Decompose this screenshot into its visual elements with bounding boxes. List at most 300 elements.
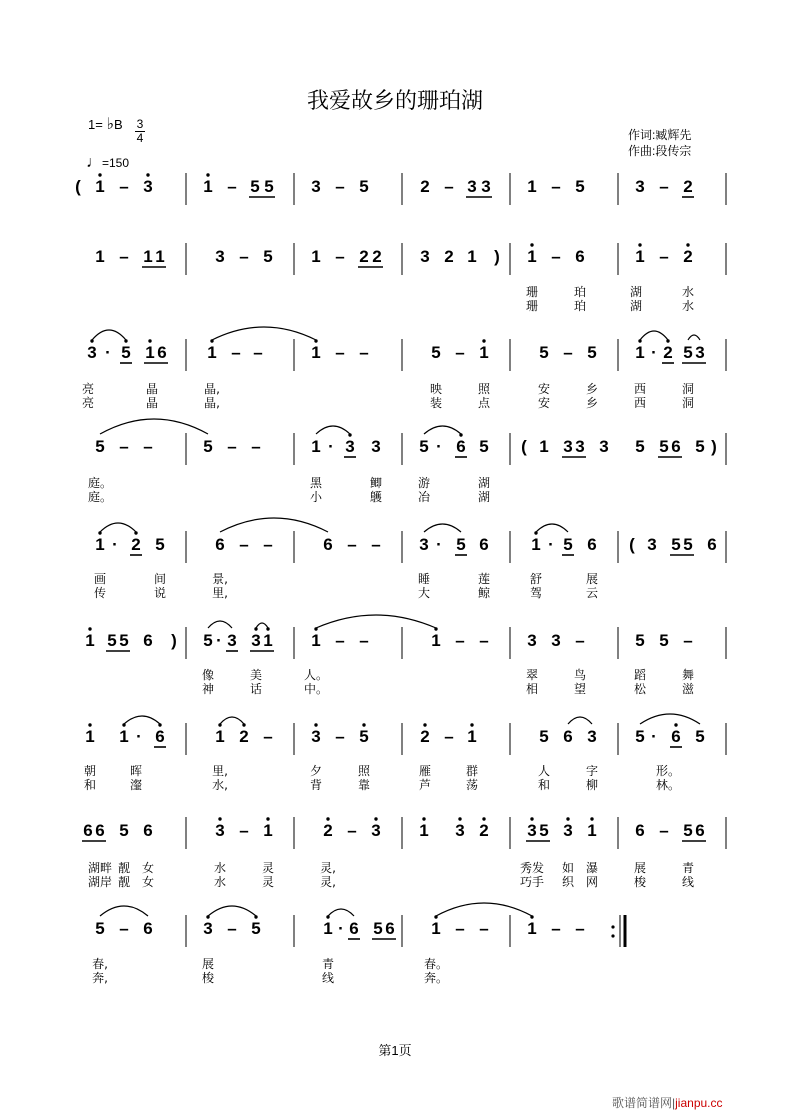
watermark-cn: 歌谱简谱网 [612,1096,673,1110]
octave-dot [266,817,269,820]
lyric: 睡 [417,572,431,586]
lyric: 形。 [655,764,681,778]
lyric: 靓 [117,875,131,889]
note: 5 [264,177,274,196]
note: 3 [143,177,153,196]
lyric: 梭 [201,971,215,985]
lyric: 洞 [681,382,695,396]
note: – [575,919,585,938]
lyric: 鸟 [573,668,587,682]
lyric: 女 [141,875,155,889]
note: 1 [263,631,273,650]
note: 1 [119,727,129,746]
note: – [335,177,345,196]
note: – [479,919,489,938]
lyric: 中。 [303,682,329,696]
note: 6 [143,821,153,840]
note: – [659,821,669,840]
lyric: 背 [309,778,323,792]
note: · [216,631,222,650]
note: 5 [587,343,597,362]
lyric: 装 [429,396,443,410]
note: 3 [527,631,537,650]
lyric: 晖 [129,764,143,778]
slur [208,621,232,628]
lyric: 晶, [204,396,220,410]
lyric: 瀣 [129,778,143,792]
lyric: 春, [92,957,108,971]
lyric: 西 [633,382,647,396]
lyric: 秀发 [519,861,545,875]
note: 1 [95,247,105,266]
lyric: 和 [537,778,551,792]
repeat-dot [611,925,614,928]
note: – [119,177,129,196]
note: 1 [479,343,489,362]
lyric: 湖 [629,299,643,313]
octave-dot [88,627,91,630]
lyric: 里, [212,764,228,778]
note: 5 [635,727,645,746]
note: 2 [683,247,693,266]
note: · [112,535,118,554]
note: 6 [563,727,573,746]
note: · [136,727,142,746]
lyric: 美 [249,668,263,682]
note: 6 [695,821,705,840]
lyric: 蹈 [633,668,647,682]
note: – [263,535,273,554]
note: 5 [373,919,383,938]
page-number: 第1页 [378,1043,412,1058]
note: · [548,535,554,554]
lyric: 珊 [525,285,539,299]
lyric: 话 [249,682,263,696]
note: 5 [431,343,441,362]
slur [220,717,244,724]
lyric: 舒 [529,572,543,586]
note: 1 [215,727,225,746]
note: 5 [683,821,693,840]
slur [256,623,268,628]
lyric: 水 [681,285,695,299]
octave-dot [326,817,329,820]
note: 3 [227,631,237,650]
watermark [612,1094,723,1111]
lyric: 冶 [417,490,431,504]
lyricist: 作词:臧辉先 [628,128,692,142]
note: 1 [145,343,155,362]
note: 5 [695,727,705,746]
note: 3 [635,177,645,196]
note: 3 [419,535,429,554]
slur [316,615,436,628]
octave-dot [482,817,485,820]
lyric: 青 [681,861,695,875]
lyric: 相 [525,682,539,696]
octave-dot [482,339,485,342]
lyric: 安 [537,396,551,410]
lyric: 小 [309,490,323,504]
note: 5 [695,437,705,456]
note: – [239,247,249,266]
note: 5 [479,437,489,456]
lyric: 如 [561,861,575,875]
lyric: 莲 [477,572,491,586]
lyric: 水, [212,778,228,792]
note: · [651,343,657,362]
note: – [359,631,369,650]
note: 5 [250,177,260,196]
note: 2 [239,727,249,746]
note: 1 [155,247,165,266]
lyric: 展 [585,572,599,586]
octave-dot [674,723,677,726]
note: – [227,919,237,938]
note: 6 [143,919,153,938]
note: – [444,727,454,746]
note: · [436,437,442,456]
slur [536,524,568,532]
lyric: 湖 [629,285,643,299]
lyric: 鲫 [369,476,383,490]
lyric: 人 [537,764,551,778]
note: 5 [95,919,105,938]
watermark-sep: | [672,1096,676,1110]
time-bottom: 4 [136,131,144,145]
note: 5 [359,177,369,196]
lyric: 瀑 [585,861,599,875]
slur [328,909,354,916]
note: · [105,343,111,362]
note: 3 [587,727,597,746]
slur [124,716,160,724]
note: · [651,727,657,746]
lyric: 晶 [145,382,159,396]
note: – [335,247,345,266]
note: 3 [420,247,430,266]
lyric: 灵, [320,861,336,875]
note: · [436,535,442,554]
lyric: 画 [93,572,107,586]
lyric: 展 [201,957,215,971]
note: 1 [311,631,321,650]
lyric: 庭。 [87,490,113,504]
lyric: 湖畔 [87,861,113,875]
note: – [227,177,237,196]
note: ) [711,437,717,456]
octave-dot [423,723,426,726]
note: 3 [311,727,321,746]
note: 6 [143,631,153,650]
note: – [335,631,345,650]
note: 5 [203,631,213,650]
note: 1 [527,247,537,266]
key-prefix: 1= [88,117,103,132]
lyric: 荡 [465,778,479,792]
octave-dot [206,173,209,176]
lyric: 滋 [681,682,695,696]
note: 1 [531,535,541,554]
note: ) [171,631,177,650]
octave-dot [686,243,689,246]
lyric: 靠 [357,778,371,792]
octave-dot [590,817,593,820]
time-top: 3 [136,117,144,131]
lyric: 黑 [309,476,323,490]
note: – [455,343,465,362]
slur [316,426,350,434]
note: – [575,631,585,650]
note: 1 [207,343,217,362]
note: 6 [707,535,717,554]
note: – [143,437,153,456]
note: 6 [323,535,333,554]
note: 3 [87,343,97,362]
note: – [659,177,669,196]
note: 3 [371,821,381,840]
octave-dot [146,173,149,176]
note: 5 [95,437,105,456]
slur [436,903,532,916]
note: 1 [311,343,321,362]
lyric: 灵 [261,875,275,889]
lyric: 景, [212,572,228,586]
note: 6 [671,727,681,746]
lyric: 春。 [423,957,449,971]
lyric: 大 [417,586,431,600]
note: – [551,177,561,196]
note: ) [494,247,500,266]
slur [100,419,208,434]
note: 6 [157,343,167,362]
note: – [335,727,345,746]
note: 3 [551,631,561,650]
flat-icon: ♭ [106,116,114,133]
note: 3 [455,821,465,840]
note: 1 [311,437,321,456]
lyric: 雁 [418,764,432,778]
note: – [253,343,263,362]
lyric: 驾 [529,586,543,600]
octave-dot [362,723,365,726]
note: 3 [563,821,573,840]
lyric: 鸌 [369,490,383,504]
note: 6 [671,437,681,456]
note: 1 [431,919,441,938]
note: 1 [419,821,429,840]
note: 5 [251,919,261,938]
note: 3 [467,177,477,196]
composer: 作曲:段传宗 [628,144,692,158]
slur [100,906,148,916]
note: 5 [539,727,549,746]
lyric: 和 [83,778,97,792]
lyric: 水 [681,299,695,313]
octave-dot [470,723,473,726]
note: 3 [345,437,355,456]
note: – [455,919,465,938]
note: 3 [215,821,225,840]
note: 3 [203,919,213,938]
key-note: B [114,117,123,132]
note: 5 [456,535,466,554]
lyric: 水 [213,875,227,889]
note: – [347,535,357,554]
note: 1 [467,247,477,266]
quarter-note-icon: ♩ [86,154,102,171]
lyric: 灵, [320,875,336,889]
note: 3 [647,535,657,554]
note: ( [629,535,635,554]
lyric: 湖 [477,490,491,504]
slur [92,330,126,340]
lyric: 乡 [585,382,599,396]
note: 6 [83,821,93,840]
repeat-dot [611,934,614,937]
lyric: 女 [141,861,155,875]
note: – [551,247,561,266]
lyric: 水 [213,861,227,875]
lyric: 林。 [655,778,681,792]
note: 1 [587,821,597,840]
note: – [251,437,261,456]
note: 5 [671,535,681,554]
note: 2 [420,177,430,196]
note: – [231,343,241,362]
lyric: 靓 [117,861,131,875]
octave-dot [98,173,101,176]
note: – [239,535,249,554]
lyric: 庭。 [87,476,113,490]
note: 5 [155,535,165,554]
note: 6 [575,247,585,266]
note: 2 [479,821,489,840]
lyric: 西 [633,396,647,410]
lyric: 里, [212,586,228,600]
slur [220,518,328,532]
note: 5 [539,821,549,840]
note: · [338,919,344,938]
note: 1 [527,919,537,938]
slur [424,524,461,532]
note: – [335,343,345,362]
note: – [444,177,454,196]
note: · [328,437,334,456]
octave-dot [638,243,641,246]
note: 5 [359,727,369,746]
lyric: 翠 [525,668,539,682]
slur [640,714,700,724]
note: 6 [587,535,597,554]
note: 5 [539,343,549,362]
note: 2 [444,247,454,266]
lyric: 珀 [573,299,587,313]
lyric: 珊 [525,299,539,313]
note: 3 [599,437,609,456]
lyric: 传 [93,586,107,600]
octave-dot [374,817,377,820]
note: 5 [635,437,645,456]
note: 3 [527,821,537,840]
lyric: 云 [585,586,599,600]
note: 1 [467,727,477,746]
octave-dot [314,723,317,726]
note: 1 [635,343,645,362]
tempo-value: =150 [102,156,130,170]
octave-dot [88,723,91,726]
octave-dot [530,817,533,820]
note: 5 [419,437,429,456]
note: 3 [695,343,705,362]
note: 5 [107,631,117,650]
note: – [359,343,369,362]
octave-dot [566,817,569,820]
lyric: 洞 [681,396,695,410]
note: – [239,821,249,840]
slur [568,717,592,724]
lyric: 展 [633,861,647,875]
slur [424,426,461,434]
note: 2 [663,343,673,362]
note: 5 [659,437,669,456]
lyric: 照 [477,382,491,396]
note: 2 [372,247,382,266]
note: 1 [527,177,537,196]
lyric: 游 [417,476,431,490]
lyric: 像 [201,668,215,682]
note: 3 [371,437,381,456]
lyric: 群 [465,764,479,778]
note: 1 [95,177,105,196]
note: 5 [121,343,131,362]
lyric: 舞 [681,668,695,682]
note: 3 [481,177,491,196]
note: 2 [131,535,141,554]
note: 1 [95,535,105,554]
lyric: 说 [153,586,167,600]
note: 5 [575,177,585,196]
lyric: 夕 [309,764,323,778]
note: 6 [635,821,645,840]
octave-dot [458,817,461,820]
octave-dot [530,243,533,246]
note: 1 [263,821,273,840]
note: 1 [323,919,333,938]
lyric: 神 [201,682,215,696]
note: 5 [119,821,129,840]
note: 6 [215,535,225,554]
lyric: 映 [429,382,443,396]
slur [100,523,136,532]
lyric: 线 [321,971,335,985]
note: 1 [635,247,645,266]
note: 2 [359,247,369,266]
note: 6 [95,821,105,840]
lyric: 奔, [92,971,108,985]
lyric: 照 [357,764,371,778]
note: – [119,437,129,456]
note: 1 [143,247,153,266]
lyric: 松 [633,682,647,696]
note: 5 [635,631,645,650]
note: – [683,631,693,650]
note: 6 [385,919,395,938]
lyric: 乡 [585,396,599,410]
lyric: 网 [585,875,599,889]
lyric: 芦 [418,778,432,792]
note: 3 [311,177,321,196]
